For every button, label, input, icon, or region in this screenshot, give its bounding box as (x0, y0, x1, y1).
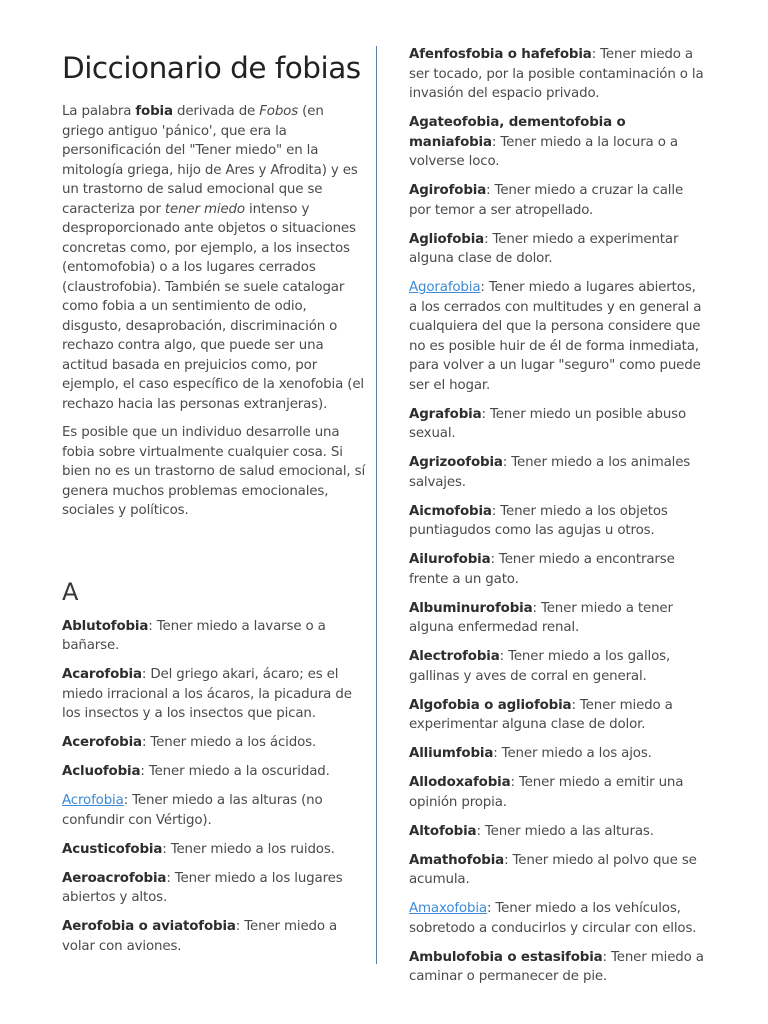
entry-definition: : Del griego akari, ácaro; es el miedo irracional a los ácaros, la picadura de los insectos y a los insectos que pican. (62, 667, 352, 721)
entry-definition: : Tener miedo a lavarse o a bañarse. (62, 618, 326, 653)
entry-definition: : Tener miedo a los ajos. (493, 746, 652, 761)
entry-definition: : Tener miedo a los ruidos. (162, 841, 335, 857)
entry-definition: : Tener miedo a los vehículos, sobretodo a conducirlos y circular con ellos. (409, 901, 697, 936)
intro-italic-term: Fobos (259, 104, 299, 119)
dictionary-entry (62, 791, 366, 830)
entry-list-right (409, 45, 705, 987)
entry-definition: : Tener miedo a los ácidos. (141, 735, 317, 750)
intro-paragraph-1 (62, 102, 366, 414)
dictionary-entry (409, 405, 705, 444)
entry-term: Acarofobia (62, 667, 142, 682)
entry-term: Agrizoofobia (409, 455, 503, 470)
entry-definition: : Tener miedo a las alturas. (476, 823, 654, 839)
entry-definition: : Tener miedo al polvo que se acumula. (409, 852, 697, 887)
section-heading-a: A (62, 577, 79, 606)
page-title: Diccionario de fobias (62, 51, 361, 85)
entry-term: Aeroacrofobia (62, 870, 167, 886)
intro-italic-term: tener miedo (164, 201, 245, 217)
entry-list-left (62, 617, 366, 957)
dictionary-entry (409, 278, 705, 395)
entry-term: Ablutofobia (62, 618, 149, 634)
dictionary-entry (409, 550, 705, 589)
dictionary-entry (62, 917, 366, 956)
dictionary-entry (409, 647, 705, 686)
entry-definition: : Tener miedo a la locura o a volverse loco. (409, 134, 678, 169)
entry-term: Agrafobia (409, 406, 482, 422)
entry-term: Acluofobia (62, 764, 141, 779)
entry-term: Altofobia (409, 823, 477, 839)
right-column (409, 45, 705, 996)
entry-term: Agliofobia (409, 231, 485, 247)
dictionary-entry (409, 899, 705, 938)
entry-term: Aerofobia o aviatofobia (62, 919, 236, 934)
dictionary-entry (409, 822, 705, 842)
entry-term: Acusticofobia (62, 841, 163, 857)
dictionary-entry (409, 502, 705, 541)
entry-term: Algofobia o agliofobia (409, 697, 572, 713)
dictionary-entry (409, 696, 705, 735)
dictionary-entry (409, 45, 705, 104)
dictionary-entry (409, 851, 705, 890)
intro-text: intenso y desproporcionado ante objetos o situaciones concretas como, por ejemplo, a los insectos (entomofobia) o a los lugares cerrados (claustrofobia). También se suele catalogar como fobia a un sentimiento de odio, disgusto, desaprobación, discriminación o rechazo contra algo, que puede ser una actitud basada en prejuicios como, por ejemplo, el caso específico de la xenofobia (el rechazo hacia las personas extranjeras). (62, 201, 364, 412)
dictionary-entry (62, 840, 366, 860)
dictionary-entry (409, 230, 705, 269)
entry-term: Alectrofobia (409, 649, 500, 664)
dictionary-entry (409, 948, 705, 987)
entry-term: Amathofobia (409, 852, 505, 868)
dictionary-entry (409, 744, 705, 764)
intro-text: La palabra (62, 104, 136, 119)
dictionary-entry (62, 733, 366, 753)
entry-term: Allodoxafobia (409, 775, 511, 790)
entry-term: Agirofobia (409, 183, 487, 198)
entry-definition: : Tener miedo a volar con aviones. (62, 919, 338, 954)
entry-term-link[interactable]: Acrofobia (62, 793, 124, 808)
entry-definition: : Tener miedo a cruzar la calle por temor a ser atropellado. (409, 183, 684, 218)
entry-term: Ambulofobia o estasifobia (409, 949, 603, 965)
entry-definition: : Tener miedo a experimentar alguna clase de dolor. (409, 697, 673, 732)
dictionary-entry (62, 869, 366, 908)
dictionary-entry (62, 617, 366, 656)
column-divider (376, 46, 377, 964)
entry-definition: : Tener miedo a los animales salvajes. (409, 455, 691, 490)
intro-text: (en griego antiguo 'pánico', que era la personificación del "Tener miedo" en la mitología griega, hijo de Ares y Afrodita) y es un trastorno de salud emocional que se caracteriza por (62, 104, 358, 217)
entry-definition: : Tener miedo a caminar o permanecer de pie. (409, 949, 704, 984)
entry-definition: : Tener miedo a lugares abiertos, a los cerrados con multitudes y en general a cualquiera del que la persona considere que no es posible huir de él de forma inmediata, para volver a un lugar "seguro" como puede ser el hogar. (409, 280, 702, 393)
dictionary-entry (62, 762, 366, 782)
dictionary-entry (409, 599, 705, 638)
entry-term: Alliumfobia (409, 746, 494, 761)
entry-term-link[interactable]: Agorafobia (409, 280, 481, 295)
intro-paragraph-2: Es posible que un individuo desarrolle una fobia sobre virtualmente cualquier cosa. Si bien no es un trastorno de salud emocional, sí genera muchos problemas emocionales, sociales y políticos. (62, 425, 366, 518)
entry-term: Agateofobia, dementofobia o maniafobia (409, 115, 626, 150)
entry-term: Ailurofobia (409, 552, 491, 567)
intro-text: derivada de (172, 104, 260, 119)
intro-bold-term: fobia (135, 104, 173, 119)
entry-term-link[interactable]: Amaxofobia (409, 901, 487, 916)
entry-definition: : Tener miedo a los gallos, gallinas y aves de corral en general. (409, 649, 671, 684)
entry-term: Afenfosfobia o hafefobia (409, 47, 592, 62)
dictionary-entry (409, 453, 705, 492)
dictionary-entry (62, 665, 366, 724)
dictionary-entry (409, 773, 705, 812)
entry-term: Albuminurofobia (409, 600, 533, 616)
entry-definition: : Tener miedo a los lugares abiertos y altos. (62, 870, 343, 905)
entry-definition: : Tener miedo a experimentar alguna clase de dolor. (409, 231, 679, 266)
entry-definition: : Tener miedo a encontrarse frente a un gato. (409, 552, 675, 587)
dictionary-entry (409, 113, 705, 172)
entry-definition: : Tener miedo a emitir una opinión propia. (409, 775, 684, 810)
entry-definition: : Tener miedo un posible abuso sexual. (409, 406, 687, 441)
entry-definition: : Tener miedo a los objetos puntiagudos como las agujas u otros. (409, 503, 668, 538)
left-column (62, 48, 366, 966)
entry-definition: : Tener miedo a tener alguna enfermedad renal. (409, 600, 673, 635)
entry-term: Aicmofobia (409, 503, 492, 519)
entry-definition: : Tener miedo a la oscuridad. (140, 764, 330, 779)
entry-definition: : Tener miedo a ser tocado, por la posible contaminación o la invasión del espacio privado. (409, 47, 704, 101)
dictionary-entry (409, 181, 705, 220)
entry-term: Acerofobia (62, 735, 142, 750)
entry-definition: : Tener miedo a las alturas (no confundir con Vértigo). (62, 793, 323, 828)
